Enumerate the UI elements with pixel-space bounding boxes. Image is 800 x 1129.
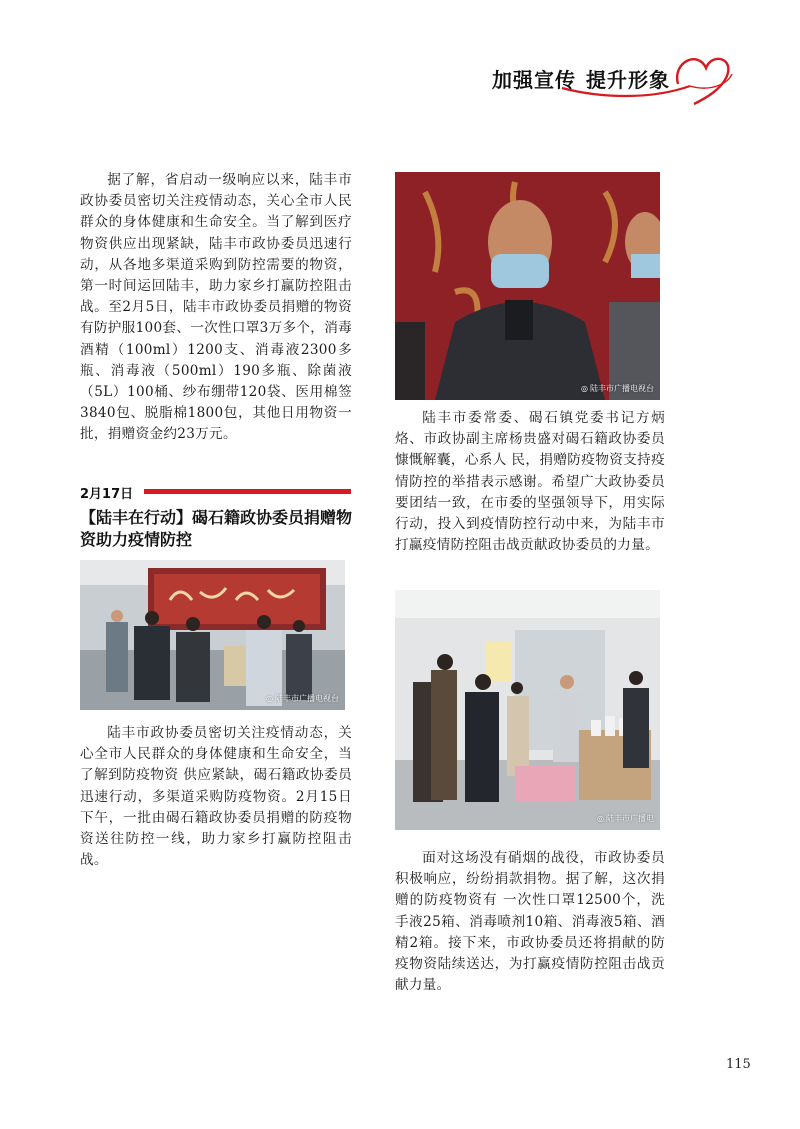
body-paragraph-1: 据了解，省启动一级响应以来，陆丰市政协委员密切关注疫情动态，关心全市人民群众的身体健康和生命安全。当了解到医疗物资供应出现紧缺，陆丰市政协委员迅速行动，从各地多渠道采购到防控需要的物资，第一时间运回陆丰，助力家乡打赢防控阻击战。至2月5日，陆丰市政协委员捐赠的物资有防护服100套、一次性口罩3万多个，消毒酒精（100ml）1200支、消毒液2300多瓶、消毒液（500ml）190多瓶、除菌液（5L）100桶、纱布绷带120袋、医用棉签3840包、脱脂棉1800包，其他日用物资一批，捐赠资金约23万元。 (80, 172, 352, 443)
photo-supplies-donation (395, 590, 660, 830)
photo-watermark: ◎ 陆丰市广播电视台 (266, 694, 339, 703)
photo-donation-hall (80, 560, 345, 710)
page-number: 115 (726, 1057, 751, 1072)
wechat-icon: ◎ (581, 384, 588, 393)
photo-watermark: ◎ 陆丰市广播电视台 (581, 384, 654, 393)
official-portrait-image (395, 172, 660, 400)
header-title-part2: 提升形象 (586, 68, 670, 92)
section-header-title (492, 64, 680, 93)
photo-watermark: ◎ 陆丰市广播电 (597, 814, 654, 823)
donation-hall-image (80, 560, 345, 710)
body-paragraph-2: 陆丰市政协委员密切关注疫情动态，关心全市人民群众的身体健康和生命安全，当了解到防疫物资 供应紧缺，碣石籍政协委员迅速行动，多渠道采购防疫物资。2月15日下午，一批由碣石籍政协委员捐赠的防疫物资送往防控一线，助力家乡打赢防控阻击战。 (80, 725, 352, 869)
body-paragraph-3: 陆丰市委常委、碣石镇党委书记方炳烙、市政协副主席杨贵盛对碣石籍政协委员慷慨解囊，心系人 民，捐赠防疫物资支持疫情防控的举措表示感谢。希望广大政协委员要团结一致，在市委的坚强领导下，用实际行动，投入到疫情防控行动中来，为陆丰市打赢疫情防控阻击战贡献政协委员的力量。 (395, 410, 665, 554)
header-title-part1: 加强宣传 (492, 68, 576, 92)
date-section-divider (80, 483, 352, 503)
supplies-donation-image (395, 590, 660, 830)
red-divider-bar (144, 489, 351, 494)
photo-official-portrait (395, 172, 660, 400)
news-date: 2月17日 (80, 487, 134, 502)
wechat-icon: ◎ (266, 694, 273, 703)
wechat-icon: ◎ (597, 814, 604, 823)
news-headline: 【陆丰在行动】碣石籍政协委员捐赠物资助力疫情防控 (80, 508, 353, 549)
body-paragraph-4: 面对这场没有硝烟的战役，市政协委员积极响应，纷纷捐款捐物。据了解，这次捐赠的防疫物资有 一次性口罩12500个，洗手液25箱、消毒喷剂10箱、消毒液5箱、酒精2箱。接下来，市政协委员还将捐献的防疫物资陆续送达，为打赢疫情防控阻击战贡献力量。 (395, 850, 665, 994)
